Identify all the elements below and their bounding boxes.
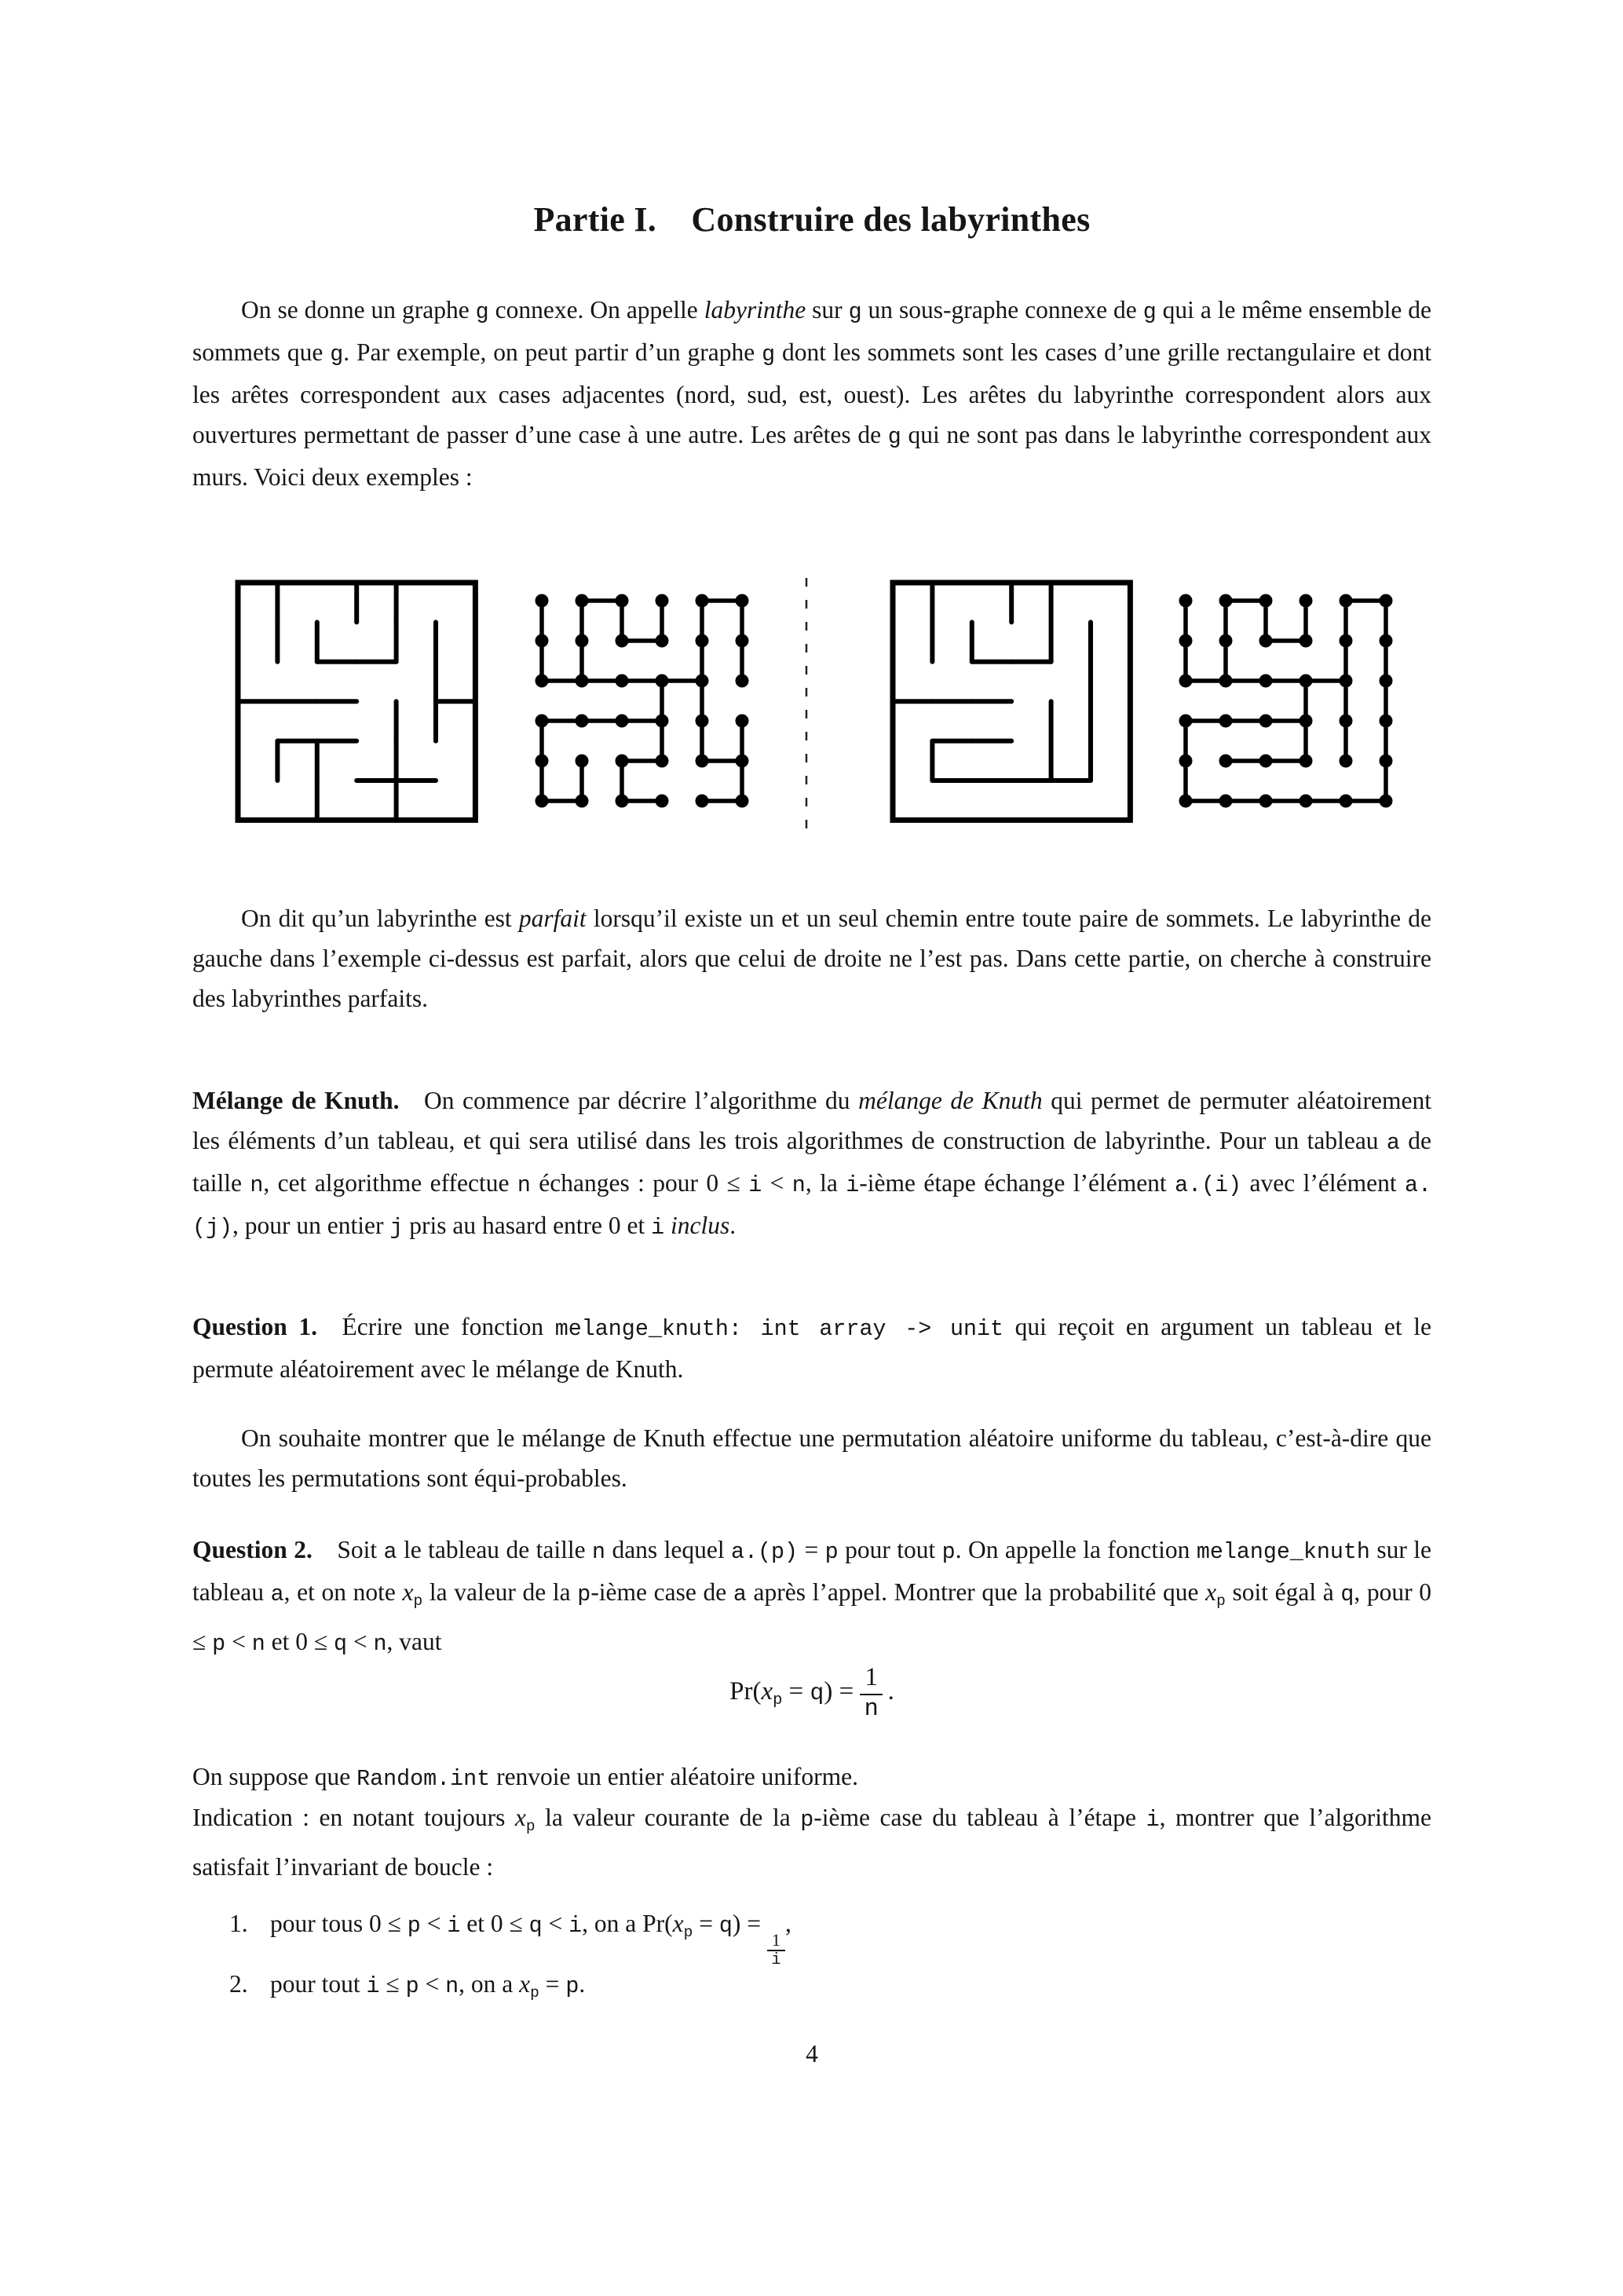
right-maze (893, 583, 1130, 820)
list-marker: 2. (229, 1970, 248, 1998)
right-graph (1179, 594, 1393, 808)
paragraph-question-2: Question 2. Soit a le tableau de taille n dans lequel a.(p) = p pour tout p. On appelle la fonction melange_knuth sur le tableau a, et on note xp la valeur de la p-ième case de a après l’appel. Montrer que la probabilité que xp soit égal à q, pour 0 ≤ p < n et 0 ≤ q < n, vaut (192, 1536, 1432, 1657)
paragraph-suppose: On suppose que Random.int renvoie un entier aléatoire uniforme. (192, 1763, 858, 1792)
left-graph (536, 594, 749, 808)
paragraph-question-1: Question 1. Écrire une fonction melange_knuth: int array -> unit qui reçoit en argument un tableau et le permute aléatoirement avec le mélange de Knuth. (192, 1313, 1431, 1383)
list-item-text: pour tous 0 ≤ p < i et 0 ≤ q < i, on a Pr(xp = q) = $\frac{1}{i}$ , (270, 1910, 791, 1969)
fraction: $\frac{1}{n}$ (860, 1663, 883, 1724)
paragraph-melange-de-knuth: Mélange de Knuth. On commence par décrire l’algorithme du mélange de Knuth qui permet de permuter aléatoirement les éléments d’un tableau, et qui sera utilisé dans les trois algorithmes de construction de labyrinthe. Pour un tableau a de taille n, cet algorithme effectue n échanges : pour 0 ≤ i < n, la i-ième étape échange l’élément a.(i) avec l’élément a.(j), pour un entier j pris au hasard entre 0 et i inclus. (192, 1087, 1431, 1241)
paragraph-intro: On se donne un graphe g connexe. On appelle labyrinthe sur g un sous-graphe connexe de g qui a le même ensemble de sommets que g. Par exemple, on peut partir d’un graphe g dont les sommets sont les cases d’une grille rectangulaire et dont les arêtes correspondent aux cases adjacentes (nord, sud, est, ouest). Les arêtes du labyrinthe correspondent alors aux ouvertures permettant de passer d’une case à une autre. Les arêtes de g qui ne sont pas dans le labyrinthe correspondent aux murs. Voici deux exemples : (192, 296, 1432, 491)
list-item-2 (229, 1964, 1431, 2013)
list-item-1 (229, 1903, 1431, 1969)
fraction: $\frac{1}{i}$ (767, 1931, 785, 1969)
page-number: 4 (806, 2040, 818, 2067)
labyrinth-examples-figure (220, 572, 1437, 843)
paragraph-indication: Indication : en notant toujours xp la valeur courante de la p-ième case du tableau à l’étape i, montrer que l’algorithme satisfait l’invariant de boucle : (192, 1804, 1432, 1881)
paragraph-souhaite: On souhaite montrer que le mélange de Knuth effectue une permutation aléatoire uniforme du tableau, c’est-à-dire que toutes les permutations sont équi-probables. (192, 1424, 1431, 1492)
paragraph-parfait: On dit qu’un labyrinthe est parfait lorsqu’il existe un et un seul chemin entre toute paire de sommets. Le labyrinthe de gauche dans l’exemple ci-dessus est parfait, alors que celui de droite ne l’est pas. Dans cette partie, on cherche à construire des labyrinthes parfaits. (192, 905, 1431, 1012)
list-item-text: pour tout i ≤ p < n, on a xp = p. (270, 1970, 586, 2002)
left-maze (238, 583, 475, 820)
list-marker: 1. (229, 1910, 248, 1937)
display-formula: Pr(xp = q) = $\frac{1}{n}$ . (729, 1663, 894, 1723)
section-title: Partie I. Construire des labyrinthes (533, 200, 1091, 239)
